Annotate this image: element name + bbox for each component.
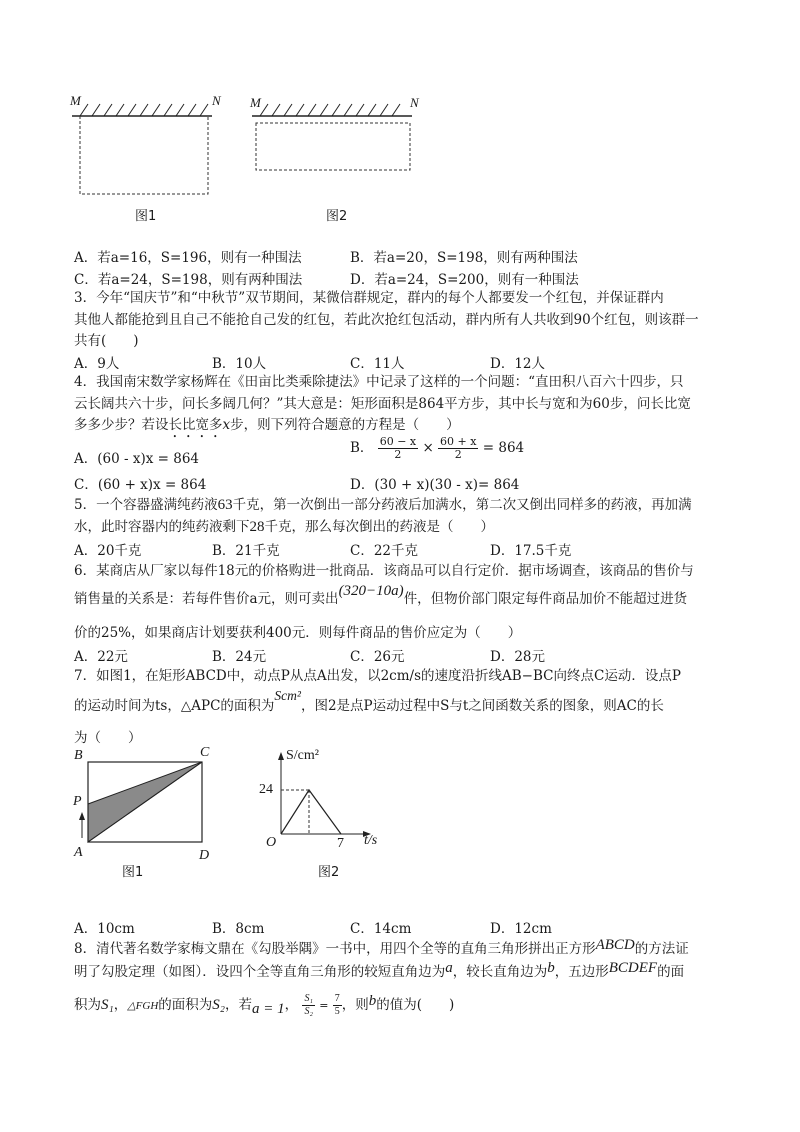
q6-option-b: B．24元 bbox=[212, 649, 267, 665]
q2-option-c: C．若a=24，S=198，则有两种围法 bbox=[74, 272, 303, 288]
q5-line-1: 5．一个容器盛满纯药液63千克，第一次倒出一部分药液后加满水，第二次又倒出同样多的药液，再加满 bbox=[74, 497, 692, 513]
q7-x-tick-7: 7 bbox=[337, 836, 344, 851]
figure-1-wall-rectangle bbox=[72, 104, 212, 194]
q7-line-1: 7．如图1，在矩形ABCD中，动点P从点A出发，以2cm/s的速度沿折线AB−BC向终点C运动．设点P bbox=[74, 668, 681, 684]
q7-y-tick-24: 24 bbox=[259, 782, 273, 797]
q3-line-1: 3．今年“国庆节”和“中秋节”双节期间，某微信群规定，群内的每个人都要发一个红包，并保证群内 bbox=[74, 290, 664, 306]
q7-caption-figure-2: 图2 bbox=[318, 865, 340, 880]
q7-option-a: A．10cm bbox=[74, 921, 135, 937]
q8-line-2: 明了勾股定理（如图）．设四个全等直角三角形的较短直角边为a，较长直角边为b，五边形BCDEF的面 bbox=[74, 960, 685, 980]
q7-x-axis-label: t/s bbox=[364, 833, 378, 848]
q5-option-c: C．22千克 bbox=[350, 543, 419, 559]
q3-line-2: 其他人都能抢到且自己不能抢自己发的红包，若此次抢红包活动，群内所有人共收到90个红包，则该群一 bbox=[74, 312, 699, 328]
q7-option-b: B．8cm bbox=[212, 921, 265, 937]
q3-option-d: D．12人 bbox=[490, 356, 546, 372]
q3-option-a: A．9人 bbox=[74, 356, 120, 372]
q7-label-p: P bbox=[73, 794, 82, 809]
q5-option-b: B．21千克 bbox=[212, 543, 280, 559]
q7-option-c: C．14cm bbox=[350, 921, 412, 937]
q4-option-b: B． $\frac{60 - x}{2}$ × $\frac{60 + x}{2}$ = 864 bbox=[350, 435, 525, 461]
q7-line-2: 的运动时间为ts，△APC的面积为Scm²，图2是点P运动过程中S与t之间函数关系的图象，则AC的长 bbox=[74, 688, 664, 714]
q2-option-b: B．若a=20，S=198，则有两种围法 bbox=[350, 250, 578, 266]
q6-option-d: D．28元 bbox=[490, 649, 546, 665]
q7-label-c: C bbox=[200, 745, 210, 760]
q7-option-d: D．12cm bbox=[490, 921, 552, 937]
q5-option-d: D．17.5千克 bbox=[490, 543, 572, 559]
q8-line-3: 积为S₁，△FGH的面积为S₂，若a = 1， $\frac{\text{S₁}}{\text{S₂}}$ = $\frac{7}{5}$ ，则b的值为( ) bbox=[74, 993, 455, 1017]
q6-line-2: 销售量的关系是：若每件售价a元，则可卖出(320−10a)件，但物价部门限定每件商品加价不能超过进货 bbox=[74, 583, 688, 607]
q7-figure-1-rectangle bbox=[70, 748, 220, 868]
q8-line-1: 8．清代著名数学家梅文鼎在《勾股举隅》一书中，用四个全等的直角三角形拼出正方形ABCD的方法证 bbox=[74, 937, 689, 957]
label-n1: N bbox=[212, 93, 221, 108]
q6-option-c: C．26元 bbox=[350, 649, 405, 665]
q5-option-a: A．20千克 bbox=[74, 543, 142, 559]
q4-line-2: 云长阔共六十步，问长多阔几何？”其大意是：矩形面积是864平方步，其中长与宽和为60步，问长比宽 bbox=[74, 396, 691, 412]
q2-option-a: A．若a=16，S=196，则有一种围法 bbox=[74, 250, 302, 266]
q4-emphasis-text: 长比宽多 bbox=[168, 417, 223, 433]
q3-line-3: 共有( ) bbox=[74, 333, 139, 349]
q7-y-axis-label: S/cm² bbox=[286, 748, 319, 763]
q5-line-2: 水，此时容器内的纯药液剩下28千克，那么每次倒出的药液是（ ） bbox=[74, 519, 494, 535]
q2-option-d: D．若a=24，S=200，则有一种围法 bbox=[350, 272, 579, 288]
caption-figure-2: 图2 bbox=[326, 209, 348, 224]
q7-origin-label: O bbox=[266, 835, 277, 850]
label-m1: M bbox=[70, 93, 81, 108]
q4-line-3: 多多少步？若设长比宽多x步，则下列符合题意的方程是（ ） bbox=[74, 417, 460, 433]
caption-figure-1: 图1 bbox=[135, 209, 157, 224]
q7-caption-figure-1: 图1 bbox=[122, 865, 144, 880]
q7-label-b: B bbox=[74, 748, 83, 763]
q7-label-a: A bbox=[74, 845, 83, 860]
q3-option-c: C．11人 bbox=[350, 356, 405, 372]
label-m2: M bbox=[250, 95, 261, 110]
q6-line-1: 6．某商店从厂家以每件18元的价格购进一批商品．该商品可以自行定价．据市场调查，该商品的售价与 bbox=[74, 563, 694, 579]
q4-line-1: 4．我国南宋数学家杨辉在《田亩比类乘除捷法》中记录了这样的一个问题：“直田积八百六十四步，只 bbox=[74, 374, 684, 390]
q7-line-3: 为（ ） bbox=[74, 730, 142, 746]
q7-label-d: D bbox=[199, 848, 210, 863]
label-n2: N bbox=[410, 95, 419, 110]
q4-option-d: D．(30 + x)(30 - x)= 864 bbox=[350, 477, 520, 493]
figure-2-wall-rectangle bbox=[252, 104, 412, 170]
q4-option-a: A．(60 - x)x = 864 bbox=[74, 451, 199, 467]
q3-option-b: B．10人 bbox=[212, 356, 267, 372]
q4-option-c: C．(60 + x)x = 864 bbox=[74, 477, 207, 493]
q6-line-3: 价的25%，如果商店计划要获利400元．则每件商品的售价应定为（ ） bbox=[74, 625, 522, 641]
q6-option-a: A．22元 bbox=[74, 649, 128, 665]
